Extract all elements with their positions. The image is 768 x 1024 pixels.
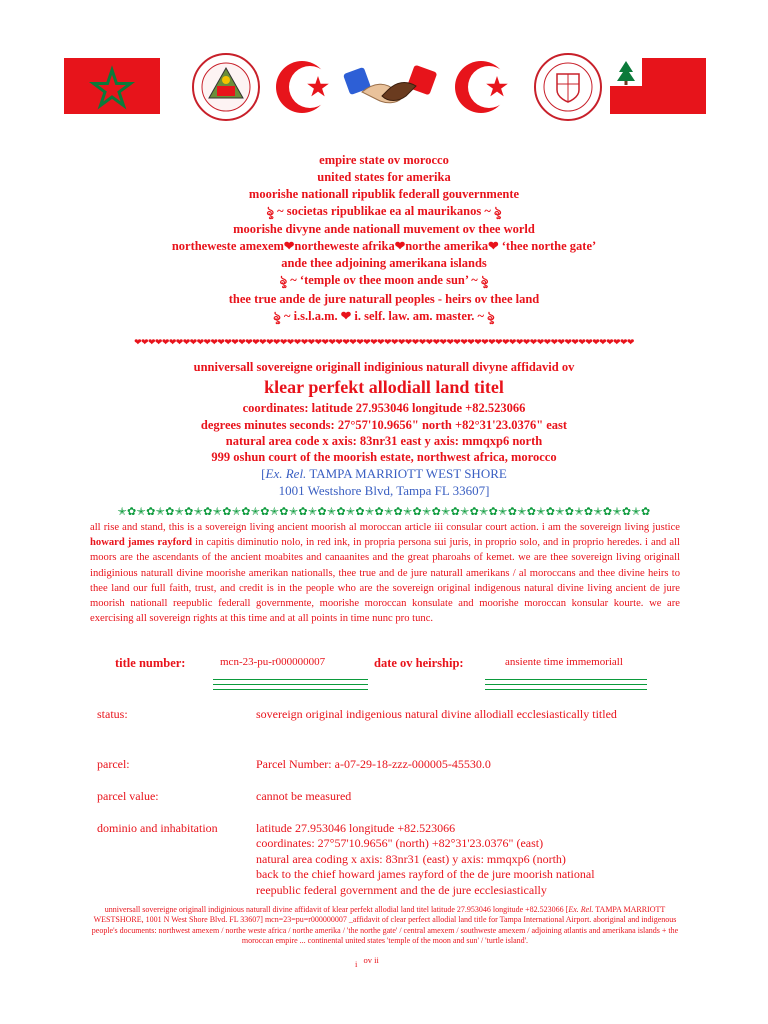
declaration-text-2: in capitis diminutio nolo, in red ink, in propria persona sui juris, in proprio solo, and in proprio heredes. i and all moors are the ascendants of the ancient moabites and canaanites and the great pharoahs of kemet. we are thee sovereign living originall indiginious naturall divine moorishe amerikan nationalls, thee true and de jure naturall amerikans / al moroccans and thee divine heirs to thee land our full faith, trust, and credit is in the people who are the sovereign original indigenous natural divine living ancient de jure moorish nationall reepublic federall governmente, moorishe moroccan konsulate and moorishe moroccan konsular kourte. we are exercising all sovereign rights at this time and at all points in time nunc pro tunc. xyxy=(90,537,681,625)
handshake-icon xyxy=(342,56,437,116)
title-number-rule xyxy=(213,679,368,680)
pine-tree-flag-icon xyxy=(610,58,706,114)
header-line-5: moorishe divyne ande nationall muvement ov thee world xyxy=(233,222,535,236)
coords-line-3: natural area code x axis: 83nr31 east y axis: mmqxp6 north xyxy=(225,434,543,448)
ex-rel-bracket: [ xyxy=(261,466,266,481)
header-line-3: moorishe nationall ripublik federall gouvernmente xyxy=(248,187,520,201)
heirship-rule xyxy=(485,679,647,680)
page-number-current: i xyxy=(355,959,358,969)
heirship-rule xyxy=(485,689,647,690)
title-number-rule xyxy=(213,689,368,690)
dominio-label: dominio and inhabitation xyxy=(97,821,218,835)
declaration-text-1: all rise and stand, this is a sovereign living ancient moorish al moroccan article iii consular court action. i am the sovereign living justice xyxy=(90,522,680,533)
header-line-2: united states for amerika xyxy=(317,170,451,184)
affidavit-title: klear perfekt allodiall land titel xyxy=(264,377,504,397)
header-line-10: ৡ ~ i.s.l.a.m. ❤ i. self. law. am. master. ~ ৡ xyxy=(273,309,495,323)
dominio-line: latitude 27.953046 longitude +82.523066 xyxy=(256,821,456,835)
affidavit-heading: unniversall sovereigne originall indiginious naturall divyne affidavid ov xyxy=(193,360,575,374)
crescent-star-icon xyxy=(451,58,521,116)
header-line-7: ande thee adjoining amerikana islands xyxy=(281,256,487,270)
header-line-8: ৡ ~ ‘temple ov thee moon ande sun’ ~ ৡ xyxy=(279,273,489,287)
page-number-suffix: ov ii xyxy=(363,955,379,965)
status-value: sovereign original indigenious natural divine allodiall ecclesiastically titled xyxy=(256,707,617,721)
page-number xyxy=(355,955,379,969)
justice-name: howard james rayford xyxy=(90,537,193,549)
title-number-rule xyxy=(213,684,368,685)
footer-ex-rel: Ex. Rel. xyxy=(568,905,594,914)
parcel-value: Parcel Number: a-07-29-18-zzz-000005-45530.0 xyxy=(256,757,491,771)
ex-rel-address: 1001 Westshore Blvd, Tampa FL 33607] xyxy=(278,483,490,498)
title-number-value: mcn-23-pu-r000000007 xyxy=(220,656,326,668)
morocco-flag-icon xyxy=(64,58,160,114)
dominio-line: natural area coding x axis: 83nr31 (east) y axis: mmqxp6 (north) xyxy=(256,851,566,866)
header-line-9: thee true ande de jure naturall peoples - heirs ov thee land xyxy=(228,292,540,306)
coords-line-1: coordinates: latitude 27.953046 longitude +82.523066 xyxy=(242,401,526,415)
stars-divider: ✭✿✭✿✭✿✭✿✭✿✭✿✭✿✭✿✭✿✭✿✭✿✭✿✭✿✭✿✭✿✭✿✭✿✭✿✭✿✭✿✭✿✭✿✭✿✭✿✭✿✭✿✭✿✭✿ xyxy=(117,506,651,518)
crescent-star-icon xyxy=(272,58,342,116)
declaration-paragraph xyxy=(90,520,680,626)
ex-rel-name: TAMPA MARRIOTT WEST SHORE xyxy=(309,466,507,481)
heirship-value: ansiente time immemoriall xyxy=(505,656,623,668)
dominio-line: coordinates: 27°57'10.9656" (north) +82°31'23.0376" (east) xyxy=(256,836,544,851)
hearts-divider: ❤❤❤❤❤❤❤❤❤❤❤❤❤❤❤❤❤❤❤❤❤❤❤❤❤❤❤❤❤❤❤❤❤❤❤❤❤❤❤❤❤❤❤❤❤❤❤❤❤❤❤❤❤❤❤❤❤❤❤❤❤❤❤❤❤❤❤❤❤❤❤❤ xyxy=(134,337,634,347)
title-number-label: title number: xyxy=(115,656,186,670)
footer-text-2: TAMPA MARRIOTT WESTSHORE, 1001 N West Shore Blvd. FL 33607] mcn=23=pu=r000000007 _affidavit of clear perfect allodial land title for Tampa International Airport. aboriginal and indigenous people's documents: northwest amexem / northe weste africa / northe amerika / 'the northe gate' / central amexem / southweste amexem / adjoining atlantis and amerikana islands + the moroccan empire ... continental united states 'temple of the moon and sun' / 'turtle island'. xyxy=(91,905,679,946)
dominio-line: back to the chief howard james rayford of the de jure moorish national xyxy=(256,867,595,882)
coords-line-2: degrees minutes seconds: 27°57'10.9656" north +82°31'23.0376" east xyxy=(200,418,568,432)
coords-line-4: 999 oshun court of the moorish estate, northwest africa, morocco xyxy=(211,450,557,464)
header-line-6: northeweste amexem❤northeweste afrika❤northe amerika❤ ‘thee northe gate’ xyxy=(171,239,597,253)
ex-rel-prefix: Ex. Rel. xyxy=(265,466,307,481)
header-line-1: empire state ov morocco xyxy=(319,153,449,167)
heirship-label: date ov heirship: xyxy=(374,656,464,670)
parcel-label: parcel: xyxy=(97,757,130,771)
consulate-seal-icon xyxy=(191,52,261,122)
court-seal-icon xyxy=(533,52,603,122)
status-label: status: xyxy=(97,707,128,721)
page-footer xyxy=(90,905,680,947)
parcel-value-label: parcel value: xyxy=(97,789,159,803)
header-line-4: ৡ ~ societas ripublikae ea al maurikanos ~ ৡ xyxy=(266,204,502,218)
dominio-line: reepublic federal government and the de jure ecclesiastically xyxy=(256,882,547,897)
heirship-rule xyxy=(485,684,647,685)
parcel-value-value: cannot be measured xyxy=(256,789,352,803)
dominio-value xyxy=(256,821,676,898)
ex-rel-line xyxy=(0,466,768,482)
footer-text-1: unniversall sovereigne originall indiginious naturall divine affidavit of klear perfekt allodial land titel latitude 27.953046 longitude +82.523066 [ xyxy=(104,905,569,914)
